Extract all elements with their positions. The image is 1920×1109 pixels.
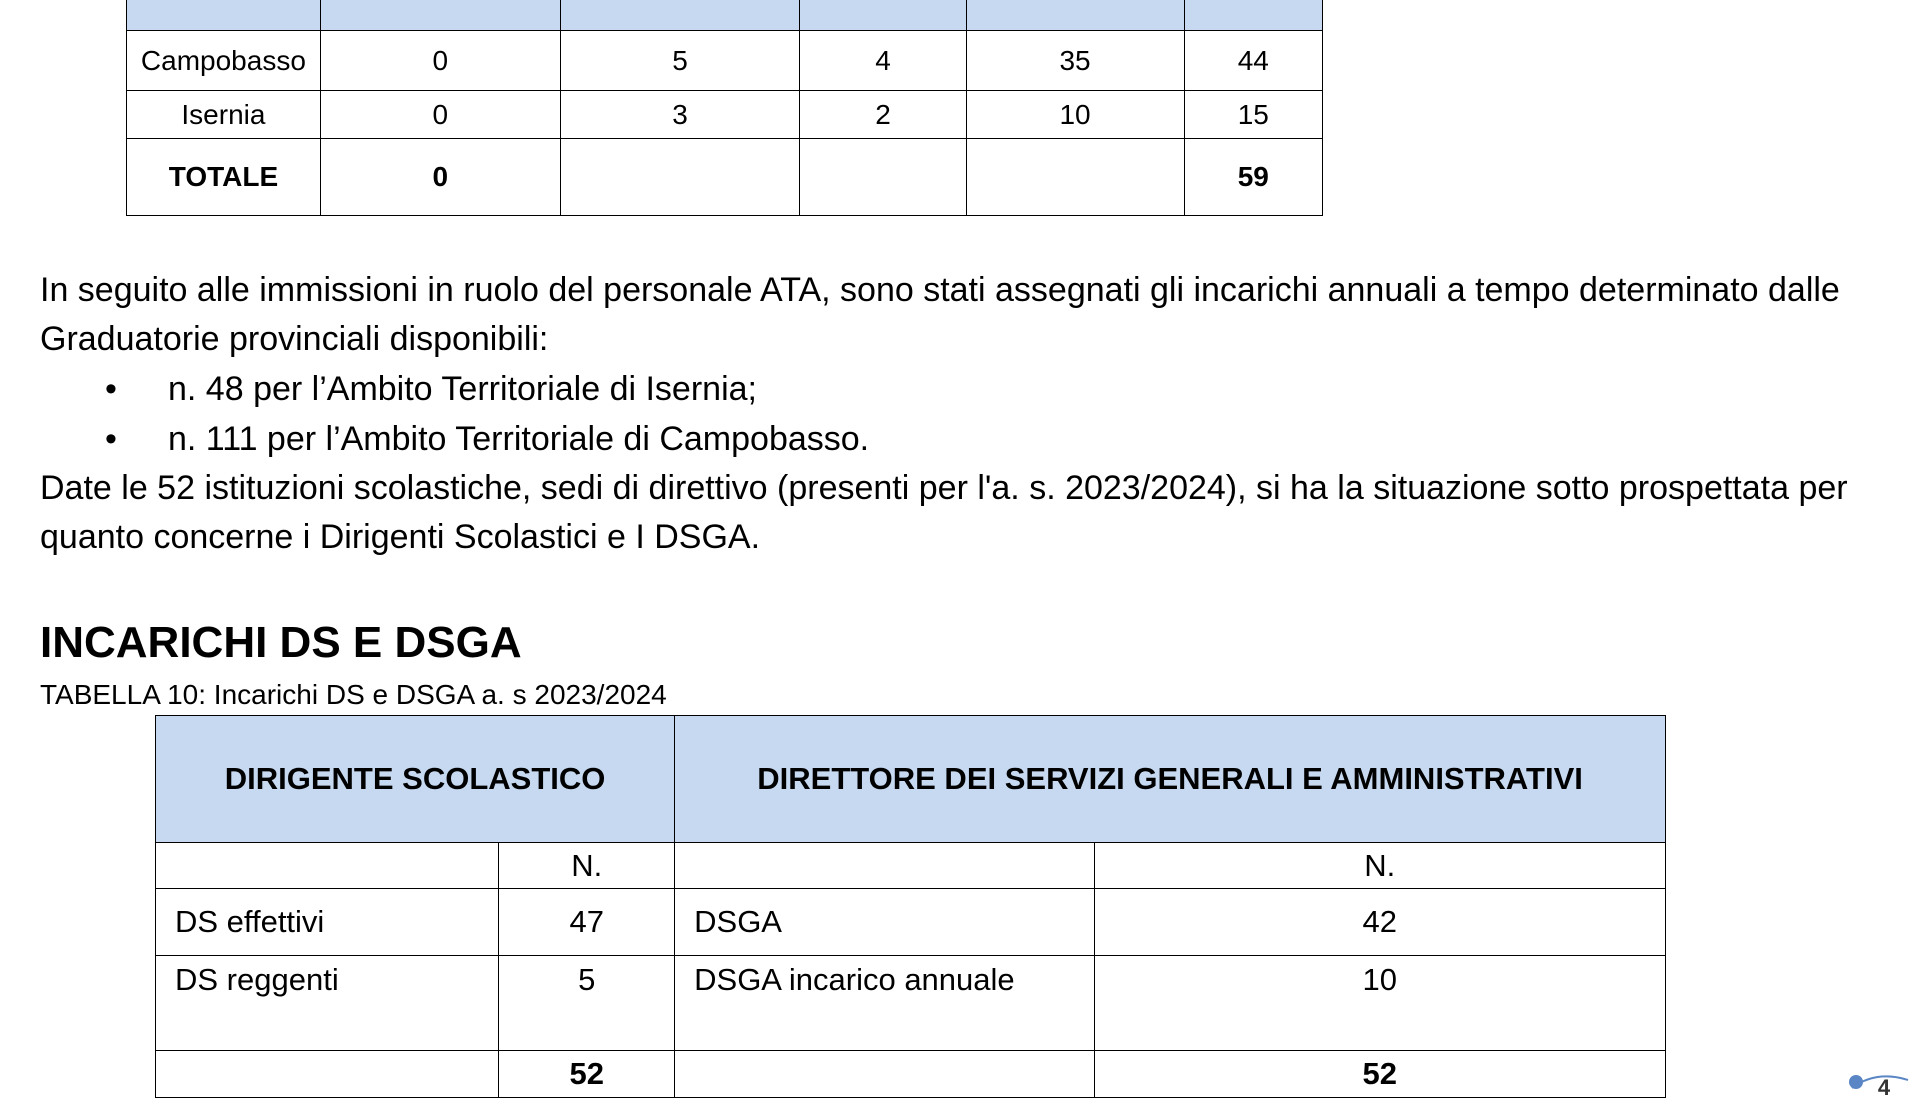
province-cell: Isernia [127,91,321,139]
page-number-badge [1846,1064,1916,1104]
list-item-text: n. 111 per l’Ambito Territoriale di Campobasso. [168,420,870,458]
list-item-text: n. 48 per l’Ambito Territoriale di Isernia; [168,370,757,408]
paragraph-ata-assignments: In seguito alle immissioni in ruolo del personale ATA, sono stati assegnati gli incarichi annuali a tempo determinato dalle Graduatorie provinciali disponibili: [40,271,1840,358]
dsga-label: DSGA incarico annuale [675,956,1094,1051]
table-header-row [127,0,1323,31]
table-cell: 35 [966,31,1184,91]
bullet-icon: • [105,420,117,458]
page-number: 4 [1877,1075,1891,1100]
n-column-label: N. [499,843,675,889]
table-cell: 0 [320,91,560,139]
section-heading: INCARICHI DS E DSGA [40,618,522,667]
ds-count: 5 [499,956,675,1051]
table-row [156,889,1666,956]
ds-label: DS effettivi [156,889,499,956]
bullet-icon: • [105,370,117,408]
table-cell: 5 [560,31,800,91]
table-cell: 3 [560,91,800,139]
regional-stats-table [126,0,1323,216]
header-ds: DIRIGENTE SCOLASTICO [156,716,675,843]
table-total-row [156,1051,1666,1098]
table-subheader-row [156,843,1666,889]
ds-label: DS reggenti [156,956,499,1051]
dsga-count: 42 [1094,889,1665,956]
dsga-total: 52 [1094,1051,1665,1098]
total-label-cell: TOTALE [127,139,321,216]
table-row [127,31,1323,91]
table-cell: 10 [966,91,1184,139]
bullet-list [0,364,869,464]
table-caption: TABELLA 10: Incarichi DS e DSGA a. s 2023/2024 [40,679,667,710]
dsga-label: DSGA [675,889,1094,956]
list-item [0,364,869,414]
table-total-row [127,139,1323,216]
table-cell: 44 [1184,31,1322,91]
ds-dsga-table [155,715,1666,1098]
table-cell [966,139,1184,216]
table-cell [800,139,966,216]
paragraph-institutions: Date le 52 istituzioni scolastiche, sedi di direttivo (presenti per l'a. s. 2023/2024), si ha la situazione sotto prospettata per quanto concerne i Dirigenti Scolastici e I DSGA. [40,469,1848,556]
page-badge-icon [1846,1064,1916,1104]
table-row [156,956,1666,1051]
list-item [0,414,869,464]
n-column-label: N. [1094,843,1665,889]
dsga-count: 10 [1094,956,1665,1051]
table-cell: 0 [320,139,560,216]
table-row [127,91,1323,139]
table-cell [560,139,800,216]
table-header-row [156,716,1666,843]
table-cell: 4 [800,31,966,91]
province-cell: Campobasso [127,31,321,91]
ds-count: 47 [499,889,675,956]
ds-total: 52 [499,1051,675,1098]
table-cell: 15 [1184,91,1322,139]
table-cell: 59 [1184,139,1322,216]
header-dsga: DIRETTORE DEI SERVIZI GENERALI E AMMINISTRATIVI [675,716,1666,843]
table-cell: 2 [800,91,966,139]
table-cell: 0 [320,31,560,91]
